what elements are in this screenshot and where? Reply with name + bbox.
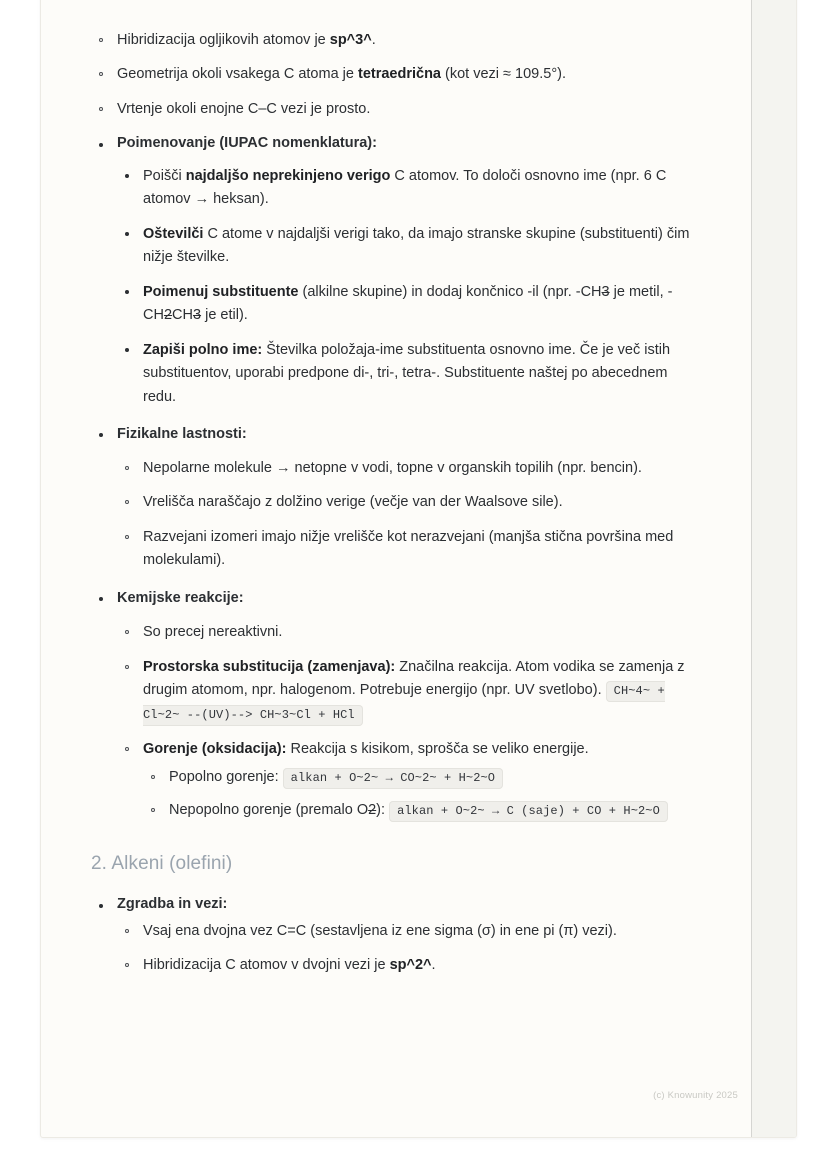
document-page: [40, 0, 797, 1138]
list-item-substitution: [117, 656, 691, 727]
hybridization-post: .: [371, 32, 376, 48]
substitution-text: Značilna reakcija. Atom vodika se zamenja z drugim atomom, npr. halogenom. Potrebuje energijo (npr. UV svetlobo).: [143, 658, 685, 699]
bullet-disc-icon: [99, 143, 103, 147]
combustion-types-list: [143, 766, 691, 823]
list-item-double-bond: [117, 920, 691, 943]
bullet-disc-icon: [125, 174, 129, 178]
subscript-2: 2: [163, 307, 173, 324]
subscript-3: 3: [192, 307, 202, 324]
list-item-name-substituents: [117, 281, 691, 328]
bullet-disc-icon: [99, 433, 103, 437]
combustion-text: Reakcija s kisikom, sprošča se veliko energije.: [286, 741, 589, 758]
naming-steps-list: [117, 165, 691, 409]
full-name-post: Številka položaja-ime substituenta osnovno ime. Če je več istih substituentov, uporabi predpone di-, tri-, tetra-. Substituente naštej po abecednem redu.: [143, 341, 671, 405]
bullet-disc-icon: [125, 290, 129, 294]
substitution-code-block: CH~4~ + Cl~2~ --(UV)--> CH~3~Cl + HCl: [143, 681, 665, 726]
bullet-circle-icon: [125, 929, 129, 933]
list-item-incomplete-combustion: [143, 799, 691, 823]
find-chain-post: C atomov. To določi osnovno ime (npr. 6 C atomov → heksan).: [143, 167, 667, 208]
bullet-circle-icon: [99, 72, 103, 76]
alkene-hybridization-pre: Hibridizacija C atomov v dvojni vezi je: [143, 957, 390, 974]
geometry-bold: tetraedrična: [357, 66, 441, 83]
incomplete-combustion-label-a: Nepopolno gorenje (premalo O: [169, 801, 369, 818]
complete-combustion-code-block: alkan + O~2~ → CO~2~ + H~2~O: [283, 768, 503, 789]
list-item-geometry: [91, 63, 691, 86]
number-atoms-post: C atome v najdaljši verigi tako, da imajo stranske skupine (substituenti) čim nižje številke.: [143, 225, 690, 266]
bullet-circle-icon: [125, 500, 129, 504]
physical-heading: Fizikalne lastnosti:: [117, 426, 247, 443]
bullet-circle-icon: [125, 535, 129, 539]
physical-properties-list: [117, 457, 691, 573]
list-item-physical-heading: [91, 423, 691, 572]
hybridization-bold: sp^3^: [329, 32, 372, 48]
bullet-circle-icon: [99, 107, 103, 111]
complete-combustion-label: Popolno gorenje:: [169, 768, 283, 785]
name-substituents-d: je etil).: [201, 307, 248, 324]
bullet-circle-icon: [125, 963, 129, 967]
list-item-naming-heading: [91, 132, 691, 409]
list-item-hybridization-sp3: [91, 29, 691, 52]
bullet-circle-icon: [125, 747, 129, 751]
unreactive-text: So precej nereaktivni.: [143, 624, 283, 641]
section-heading-alkenes: 2. Alkeni (olefini): [91, 852, 233, 874]
list-item-alkene-hybridization: [117, 954, 691, 977]
physical-properties-group: [91, 423, 691, 572]
page-scroll-rail[interactable]: [751, 0, 796, 1137]
chemical-reactions-group: [91, 587, 691, 823]
bullet-circle-icon: [125, 665, 129, 669]
name-substituents-bold: Poimenuj substituente: [143, 283, 299, 300]
incomplete-combustion-code-block: alkan + O~2~ → C (saje) + CO + H~2~O: [389, 801, 668, 822]
bullet-disc-icon: [125, 232, 129, 236]
geometry-pre: Geometrija okoli vsakega C atoma je: [117, 66, 358, 83]
list-item-branched-isomers: [117, 526, 691, 573]
name-substituents-a: (alkilne skupine) in dodaj končnico -il (npr. -CH: [298, 283, 602, 300]
combustion-bold: Gorenje (oksidacija):: [143, 741, 287, 758]
page-content-area: [41, 0, 751, 1137]
list-item-alkenes-structure-heading: [91, 893, 691, 977]
full-name-bold: Zapiši polno ime:: [143, 341, 263, 358]
list-item-rotation: [91, 98, 691, 121]
name-substituents-c: CH: [172, 307, 193, 324]
bullet-disc-icon: [99, 904, 103, 908]
hybridization-pre: Hibridizacija ogljikovih atomov je: [117, 32, 330, 48]
name-substituents-b: je metil, -CH: [143, 283, 673, 324]
substitution-bold: Prostorska substitucija (zamenjava):: [143, 658, 396, 675]
list-item-full-name: [117, 339, 691, 409]
double-bond-text: Vsaj ena dvojna vez C=C (sestavljena iz ene sigma (σ) in ene pi (π) vezi).: [143, 922, 617, 939]
find-chain-pre: Poišči: [143, 167, 186, 184]
geometry-post: (kot vezi ≈ 109.5°).: [441, 66, 566, 83]
subscript-2: 2: [368, 801, 377, 818]
alkene-hybridization-post: .: [431, 957, 436, 974]
bullet-disc-icon: [125, 348, 129, 352]
branched-isomers-text: Razvejani izomeri imajo nižje vrelišče kot nerazvejani (manjša stična površina med molekulami).: [143, 528, 674, 569]
list-item-boiling-point: [117, 491, 691, 514]
list-item-unreactive: [117, 621, 691, 644]
find-chain-bold: najdaljšo neprekinjeno verigo: [185, 167, 391, 184]
subscript-3: 3: [601, 283, 610, 300]
incomplete-combustion-label-b: ):: [376, 801, 390, 818]
alkenes-structure-heading: Zgradba in vezi:: [117, 896, 228, 913]
list-item-nonpolar: [117, 457, 691, 480]
bullet-circle-icon: [125, 466, 129, 470]
bullet-circle-icon: [125, 630, 129, 634]
rotation-text: Vrtenje okoli enojne C–C vezi je prosto.: [117, 100, 371, 117]
alkane-structure-list: [91, 29, 691, 121]
reactions-list: [117, 621, 691, 822]
naming-heading: Poimenovanje (IUPAC nomenklatura):: [117, 135, 377, 152]
nonpolar-text: Nepolarne molekule → netopne v vodi, topne v organskih topilih (npr. bencin).: [143, 459, 642, 476]
bullet-disc-icon: [99, 597, 103, 601]
list-item-combustion: [117, 738, 691, 822]
list-item-find-chain: [117, 165, 691, 212]
reactions-heading: Kemijske reakcije:: [117, 589, 244, 606]
alkenes-structure-group: [91, 893, 691, 977]
number-atoms-bold: Oštevilči: [143, 225, 204, 242]
alkene-hybridization-bold: sp^2^: [389, 957, 432, 974]
notes-body: [91, 27, 691, 989]
copyright-watermark: (c) Knowunity 2025: [653, 1090, 738, 1101]
bullet-circle-icon: [151, 775, 155, 779]
naming-group: [91, 132, 691, 409]
list-item-reactions-heading: [91, 587, 691, 823]
list-item-complete-combustion: [143, 766, 691, 790]
alkenes-bonds-list: [117, 920, 691, 978]
bullet-circle-icon: [99, 38, 103, 42]
list-item-number-atoms: [117, 223, 691, 270]
bullet-circle-icon: [151, 808, 155, 812]
boiling-point-text: Vrelišča naraščajo z dolžino verige (večje van der Waalsove sile).: [143, 494, 563, 511]
